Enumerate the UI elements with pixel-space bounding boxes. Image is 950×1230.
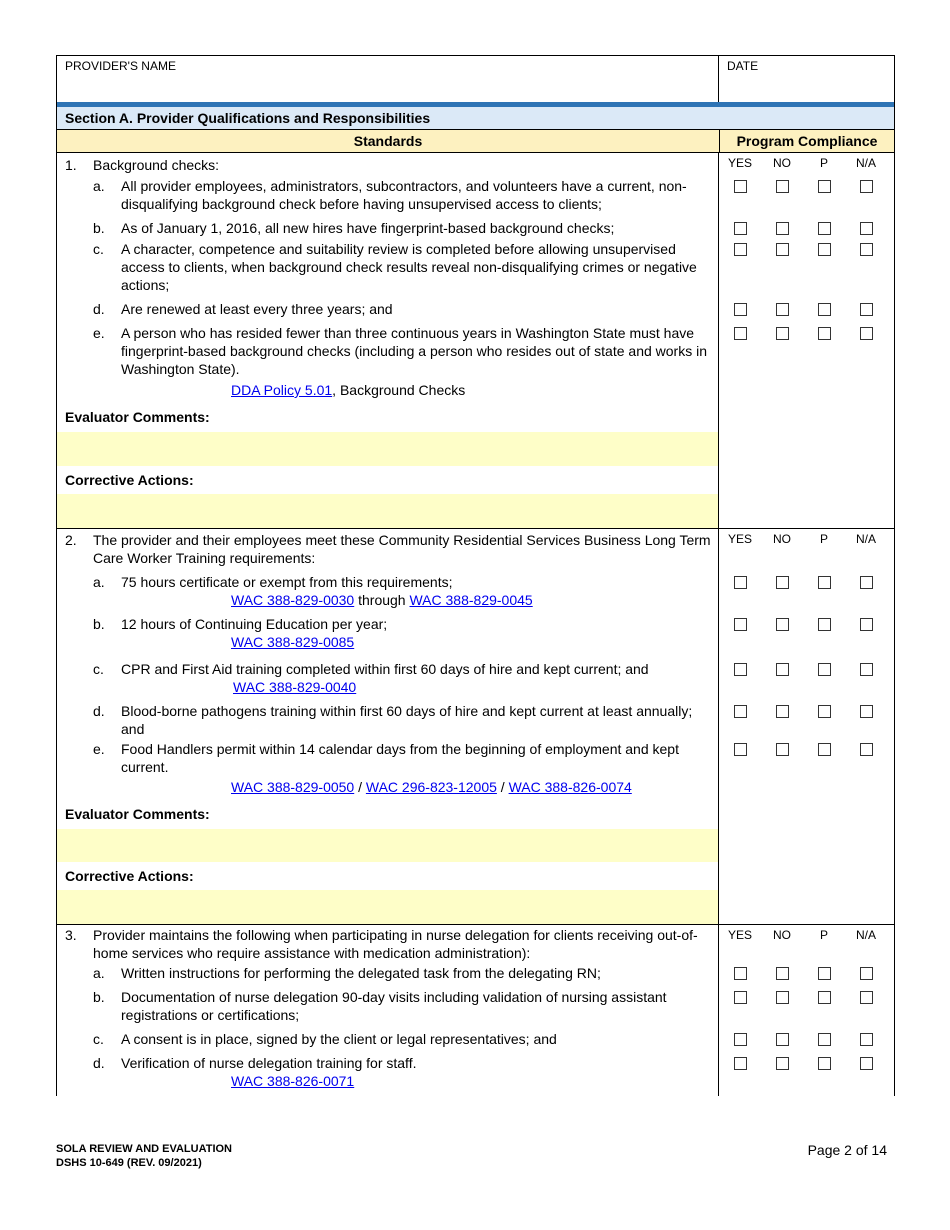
policy-link[interactable]: DDA Policy 5.01 (231, 382, 333, 398)
sub-letter: c. (93, 241, 104, 257)
review-form (56, 55, 895, 1096)
yes-checkbox[interactable] (734, 1033, 747, 1046)
sub-text: Documentation of nurse delegation 90-day visits including validation of nursing assistant registrations or certifications; (121, 989, 667, 1023)
yes-checkbox[interactable] (734, 243, 747, 256)
na-checkbox[interactable] (860, 576, 873, 589)
reference-row (57, 776, 894, 805)
col-na: N/A (855, 156, 876, 170)
wac-link[interactable]: WAC 388-829-0050 (231, 779, 355, 795)
p-checkbox[interactable] (818, 743, 831, 756)
form-header (57, 55, 894, 102)
date-label: DATE (727, 59, 759, 73)
sub-letter: a. (93, 178, 105, 194)
date-field[interactable] (719, 56, 894, 102)
sub-row (57, 660, 894, 702)
yes-checkbox[interactable] (734, 327, 747, 340)
sub-letter: e. (93, 325, 105, 341)
no-checkbox[interactable] (776, 243, 789, 256)
p-checkbox[interactable] (818, 967, 831, 980)
col-no: NO (773, 156, 791, 170)
col-no: NO (773, 532, 791, 546)
no-checkbox[interactable] (776, 967, 789, 980)
sub-letter: c. (93, 661, 104, 677)
col-na: N/A (855, 928, 876, 942)
yes-checkbox[interactable] (734, 222, 747, 235)
wac-link[interactable]: WAC 388-826-0074 (508, 779, 632, 795)
yes-checkbox[interactable] (734, 303, 747, 316)
p-checkbox[interactable] (818, 303, 831, 316)
colon: : (188, 868, 194, 884)
na-checkbox[interactable] (860, 1033, 873, 1046)
item-row (57, 529, 894, 573)
sub-text: Are renewed at least every three years; and (121, 301, 393, 317)
corrective-actions-row (57, 862, 894, 890)
no-checkbox[interactable] (776, 1033, 789, 1046)
page-footer (56, 1142, 893, 1170)
provider-name-label: PROVIDER'S NAME (65, 59, 176, 73)
no-checkbox[interactable] (776, 991, 789, 1004)
yes-checkbox[interactable] (734, 663, 747, 676)
sub-row (57, 573, 894, 615)
col-yes: YES (727, 532, 752, 546)
section-title: Section A. Provider Qualifications and Responsibilities (57, 107, 894, 130)
sub-text: Written instructions for performing the delegated task from the delegating RN; (121, 965, 601, 981)
evaluator-comments-row (57, 805, 894, 829)
sub-row (57, 216, 894, 240)
evaluator-label: Evaluator Comments (65, 409, 206, 425)
item-number: 2. (65, 532, 77, 548)
sub-letter: b. (93, 989, 105, 1005)
item-title: The provider and their employees meet these Community Residential Services Business Long Term Care Worker Training requirements: (93, 532, 711, 566)
no-checkbox[interactable] (776, 618, 789, 631)
sub-row (57, 1054, 894, 1096)
no-checkbox[interactable] (776, 743, 789, 756)
evaluator-comments-input[interactable] (57, 829, 894, 862)
sub-letter: d. (93, 301, 105, 317)
p-checkbox[interactable] (818, 991, 831, 1004)
sub-text: CPR and First Aid training completed within first 60 days of hire and kept current; and (121, 661, 649, 677)
sub-row (57, 615, 894, 660)
sub-row (57, 988, 894, 1030)
wac-link[interactable]: WAC 388-829-0040 (233, 679, 357, 695)
sub-text: All provider employees, administrators, subcontractors, and volunteers have a current, non-disqualifying background check before having unsupervised access to clients; (121, 178, 687, 212)
yes-checkbox[interactable] (734, 576, 747, 589)
na-checkbox[interactable] (860, 243, 873, 256)
form-number: DSHS 10-649 (REV. 09/2021) (56, 1157, 202, 1169)
sub-letter: a. (93, 574, 105, 590)
na-checkbox[interactable] (860, 618, 873, 631)
item-number: 3. (65, 927, 77, 943)
p-checkbox[interactable] (818, 705, 831, 718)
p-checkbox[interactable] (818, 180, 831, 193)
sub-text: A consent is in place, signed by the client or legal representatives; and (121, 1031, 557, 1047)
item-row (57, 925, 894, 964)
item-row (57, 153, 894, 177)
sub-letter: b. (93, 616, 105, 632)
p-checkbox[interactable] (818, 243, 831, 256)
sub-letter: e. (93, 741, 105, 757)
yes-checkbox[interactable] (734, 743, 747, 756)
yes-checkbox[interactable] (734, 705, 747, 718)
no-checkbox[interactable] (776, 663, 789, 676)
sub-text: 75 hours certificate or exempt from this requirements; (121, 574, 453, 590)
sub-row (57, 702, 894, 740)
p-checkbox[interactable] (818, 1033, 831, 1046)
item-number: 1. (65, 157, 77, 173)
colon: : (188, 472, 194, 488)
evaluator-comments-row (57, 408, 894, 432)
reference-text: through (354, 592, 410, 608)
evaluator-comments-input[interactable] (57, 432, 894, 466)
col-yes: YES (727, 928, 752, 942)
sub-text: A character, competence and suitability review is completed before allowing unsupervised access to clients, when background check results reveal non-disqualifying crimes or negative actions; (121, 241, 697, 293)
form-title: SOLA REVIEW AND EVALUATION (56, 1143, 232, 1155)
wac-link[interactable]: WAC 388-829-0045 (409, 592, 533, 608)
p-checkbox[interactable] (818, 327, 831, 340)
col-p: P (819, 928, 828, 942)
sub-text: 12 hours of Continuing Education per year; (121, 616, 388, 632)
na-checkbox[interactable] (860, 327, 873, 340)
p-checkbox[interactable] (818, 1057, 831, 1070)
yes-checkbox[interactable] (734, 618, 747, 631)
yes-checkbox[interactable] (734, 180, 747, 193)
na-checkbox[interactable] (860, 743, 873, 756)
na-checkbox[interactable] (860, 303, 873, 316)
sub-text: Verification of nurse delegation training for staff. (121, 1055, 417, 1071)
sub-text: A person who has resided fewer than three continuous years in Washington State must have fingerprint-based background checks (including a person who resides out of state and works in Washington State). (121, 325, 707, 377)
separator: / (354, 779, 366, 795)
col-p: P (819, 532, 828, 546)
p-checkbox[interactable] (818, 222, 831, 235)
corrective-label: Corrective Actions (65, 868, 189, 884)
no-checkbox[interactable] (776, 222, 789, 235)
wac-link[interactable]: WAC 296-823-12005 (365, 779, 497, 795)
sub-row (57, 240, 894, 300)
na-checkbox[interactable] (860, 705, 873, 718)
no-checkbox[interactable] (776, 1057, 789, 1070)
no-checkbox[interactable] (776, 327, 789, 340)
corrective-actions-input[interactable] (57, 494, 894, 528)
page-number: Page 2 of 14 (807, 1142, 887, 1158)
col-no: NO (773, 928, 791, 942)
provider-name-field[interactable] (57, 56, 719, 102)
item-block (57, 924, 894, 1096)
p-checkbox[interactable] (818, 576, 831, 589)
separator: / (496, 779, 509, 795)
evaluator-label: Evaluator Comments (65, 806, 206, 822)
reference-text: , Background Checks (332, 382, 466, 398)
sub-letter: c. (93, 1031, 104, 1047)
sub-text: Food Handlers permit within 14 calendar days from the beginning of employment and kept current. (121, 741, 679, 775)
item-title: Background checks: (93, 157, 220, 173)
sub-row (57, 324, 894, 378)
na-checkbox[interactable] (860, 967, 873, 980)
colon: : (205, 409, 210, 425)
sub-row (57, 740, 894, 776)
sub-letter: d. (93, 1055, 105, 1071)
sub-row (57, 177, 894, 216)
compliance-label: Program Compliance (736, 133, 878, 149)
na-checkbox[interactable] (860, 180, 873, 193)
sub-letter: b. (93, 220, 105, 236)
col-p: P (819, 156, 828, 170)
col-yes: YES (727, 156, 752, 170)
corrective-actions-input[interactable] (57, 890, 894, 924)
wac-link[interactable]: WAC 388-829-0030 (231, 592, 355, 608)
na-checkbox[interactable] (860, 222, 873, 235)
sub-row (57, 964, 894, 988)
standards-label: Standards (57, 130, 720, 152)
p-checkbox[interactable] (818, 618, 831, 631)
na-checkbox[interactable] (860, 991, 873, 1004)
sub-letter: a. (93, 965, 105, 981)
reference-row (57, 378, 894, 408)
corrective-label: Corrective Actions (65, 472, 189, 488)
yes-checkbox[interactable] (734, 967, 747, 980)
item-block (57, 528, 894, 924)
sub-text: As of January 1, 2016, all new hires have fingerprint-based background checks; (121, 220, 615, 236)
yes-checkbox[interactable] (734, 991, 747, 1004)
na-checkbox[interactable] (860, 1057, 873, 1070)
yes-checkbox[interactable] (734, 1057, 747, 1070)
colon: : (205, 806, 210, 822)
wac-link[interactable]: WAC 388-829-0085 (231, 634, 355, 650)
no-checkbox[interactable] (776, 705, 789, 718)
na-checkbox[interactable] (860, 663, 873, 676)
sub-row (57, 1030, 894, 1054)
sub-row (57, 300, 894, 324)
item-title: Provider maintains the following when participating in nurse delegation for clients receiving out-of-home services who require assistance with medication administration): (93, 927, 698, 961)
p-checkbox[interactable] (818, 663, 831, 676)
sub-text: Blood-borne pathogens training within first 60 days of hire and kept current at least annually; and (121, 703, 693, 737)
no-checkbox[interactable] (776, 576, 789, 589)
col-na: N/A (855, 532, 876, 546)
corrective-actions-row (57, 466, 894, 494)
wac-link[interactable]: WAC 388-826-0071 (231, 1073, 355, 1089)
no-checkbox[interactable] (776, 180, 789, 193)
sub-letter: d. (93, 703, 105, 719)
standards-header (57, 130, 894, 153)
no-checkbox[interactable] (776, 303, 789, 316)
